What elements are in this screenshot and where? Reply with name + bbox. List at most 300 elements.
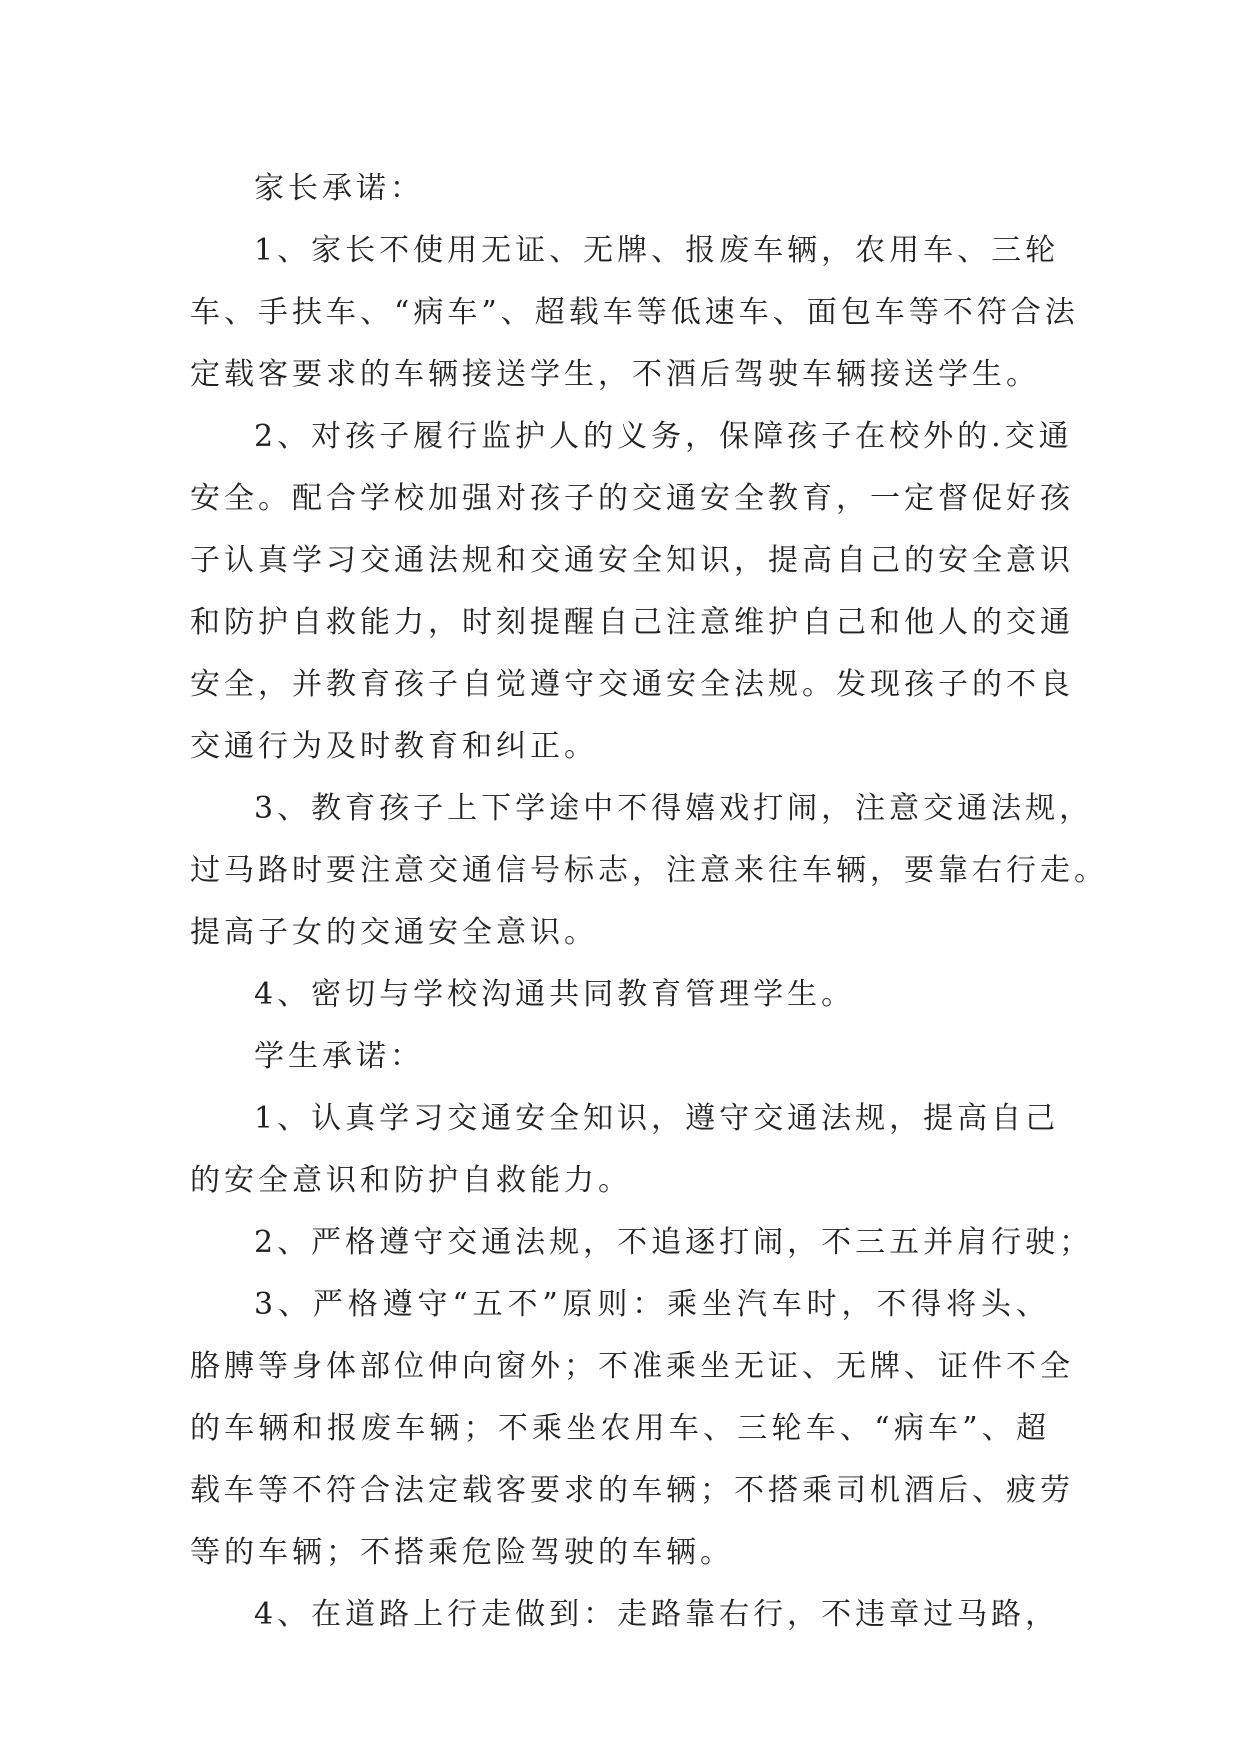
glyph: 孩	[379, 791, 414, 826]
glyph: 救	[326, 605, 360, 640]
glyph: 在	[855, 419, 890, 454]
glyph: 自	[991, 1101, 1026, 1136]
glyph: ，	[821, 791, 856, 826]
glyph: 右	[719, 1597, 754, 1632]
glyph: 准	[632, 1349, 666, 1384]
glyph: 原	[562, 1287, 597, 1322]
glyph: 闹	[753, 1225, 788, 1260]
text-line: 学生承诺：	[254, 1039, 424, 1074]
glyph: 的	[904, 543, 938, 578]
glyph: 遵	[379, 1225, 414, 1260]
glyph: 遵	[685, 1101, 720, 1136]
glyph: ，	[258, 667, 292, 702]
glyph: 注	[666, 605, 700, 640]
glyph: 交	[598, 667, 632, 702]
glyph: 孩	[530, 481, 564, 516]
glyph: 提	[530, 605, 564, 640]
glyph: 不	[598, 1349, 632, 1384]
glyph: 不	[734, 1473, 768, 1508]
text-line	[190, 1398, 1050, 1460]
glyph: 子	[190, 543, 224, 578]
glyph: 教	[326, 667, 360, 702]
glyph: 障	[753, 419, 788, 454]
glyph: 交	[1006, 605, 1040, 640]
glyph: 载	[190, 1473, 224, 1508]
glyph: 通	[632, 667, 666, 702]
glyph: 交	[447, 1101, 482, 1136]
glyph: 路	[651, 1597, 686, 1632]
glyph: 路	[258, 853, 292, 888]
glyph: 孩	[1040, 481, 1074, 516]
glyph: 交	[360, 543, 394, 578]
glyph: 到	[549, 1597, 584, 1632]
glyph: 农	[600, 1411, 635, 1446]
glyph: ，	[685, 419, 720, 454]
glyph: 觉	[496, 667, 530, 702]
glyph: 。	[258, 481, 292, 516]
glyph: 通	[462, 853, 496, 888]
glyph: 定	[428, 1473, 462, 1508]
glyph: 不	[617, 1225, 652, 1260]
glyph: 合	[326, 481, 360, 516]
glyph: ，	[1059, 791, 1094, 826]
glyph: 用	[447, 233, 482, 268]
glyph: 不	[1006, 667, 1040, 702]
glyph: 证	[938, 1349, 972, 1384]
glyph: 要	[326, 853, 360, 888]
glyph: 车	[395, 1411, 430, 1446]
glyph: 高	[957, 1101, 992, 1136]
glyph: ”	[962, 1411, 982, 1446]
glyph: 格	[347, 1287, 382, 1322]
glyph: 将	[946, 1287, 981, 1322]
glyph: 通	[394, 543, 428, 578]
glyph: 车	[602, 295, 637, 330]
glyph: 孩	[394, 667, 428, 702]
glyph: 交	[753, 1101, 788, 1136]
glyph: 车	[805, 1411, 840, 1446]
glyph: 安	[700, 481, 734, 516]
glyph: 三	[991, 233, 1026, 268]
glyph: 知	[583, 1101, 618, 1136]
glyph: 外	[923, 419, 958, 454]
glyph: 后	[938, 1473, 972, 1508]
glyph: 守	[564, 667, 598, 702]
glyph: 守	[417, 1287, 452, 1322]
glyph: 路	[379, 1597, 414, 1632]
glyph: 的	[957, 419, 992, 454]
glyph: 打	[753, 791, 788, 826]
glyph: 证	[515, 233, 550, 268]
glyph: 意	[700, 853, 734, 888]
glyph: 合	[1010, 295, 1045, 330]
glyph: 、	[957, 233, 992, 268]
glyph: 载	[462, 1473, 496, 1508]
glyph: 识	[617, 1101, 652, 1136]
text-line	[190, 840, 1108, 902]
glyph: 车	[632, 1473, 666, 1508]
glyph: 通	[481, 1101, 516, 1136]
glyph: 交	[530, 543, 564, 578]
text-line: 提高子女的交通安全意识。	[190, 915, 598, 950]
glyph: 、	[277, 1287, 312, 1322]
glyph: 注	[666, 853, 700, 888]
glyph: 报	[326, 1411, 361, 1446]
glyph: 注	[855, 791, 890, 826]
glyph: 子	[564, 481, 598, 516]
glyph: 己	[632, 605, 666, 640]
glyph: 1	[254, 233, 278, 268]
glyph: 来	[734, 853, 768, 888]
glyph: 包	[840, 295, 875, 330]
glyph: 辆	[429, 1411, 464, 1446]
glyph: 车	[668, 1411, 703, 1446]
glyph: ：	[583, 1597, 618, 1632]
glyph: 定	[904, 481, 938, 516]
glyph: 窗	[496, 1349, 530, 1384]
glyph: 轮	[1025, 233, 1060, 268]
glyph: 合	[360, 1473, 394, 1508]
glyph: 体	[326, 1349, 360, 1384]
glyph: 全	[700, 667, 734, 702]
glyph: 真	[345, 1101, 380, 1136]
glyph: 乘	[666, 1349, 700, 1384]
text-line: 家长承诺：	[254, 171, 424, 206]
glyph: 马	[957, 1597, 992, 1632]
glyph: 遵	[382, 1287, 417, 1322]
glyph: 法	[515, 1225, 550, 1260]
glyph: 的	[972, 605, 1006, 640]
glyph: 不	[497, 1411, 532, 1446]
glyph: 的	[972, 667, 1006, 702]
glyph: 过	[923, 1597, 958, 1632]
text-line: 等的车辆；不搭乘危险驾驶的车辆。	[190, 1535, 734, 1570]
glyph: 辆	[258, 1411, 293, 1446]
glyph: 家	[311, 233, 346, 268]
glyph: 、	[500, 295, 535, 330]
glyph: 人	[938, 605, 972, 640]
glyph: 己	[836, 605, 870, 640]
glyph: 、	[904, 1349, 938, 1384]
glyph: 子	[938, 667, 972, 702]
glyph: 人	[549, 419, 584, 454]
glyph: 能	[360, 605, 394, 640]
glyph: 、	[277, 791, 312, 826]
glyph: 不	[292, 1473, 326, 1508]
glyph: 位	[394, 1349, 428, 1384]
glyph: 使	[413, 233, 448, 268]
glyph: 护	[515, 419, 550, 454]
glyph: 现	[870, 667, 904, 702]
glyph: 注	[360, 853, 394, 888]
glyph: 行	[991, 1225, 1026, 1260]
glyph: ；	[463, 1411, 498, 1446]
text-line	[190, 406, 1073, 468]
glyph: ，	[841, 1287, 876, 1322]
glyph: 交	[447, 1225, 482, 1260]
glyph: 打	[719, 1225, 754, 1260]
glyph: 手	[258, 295, 292, 330]
glyph: 守	[413, 1225, 448, 1260]
glyph: 、	[277, 1225, 312, 1260]
glyph: 全	[734, 481, 768, 516]
glyph: 车	[874, 295, 909, 330]
glyph: 防	[224, 605, 258, 640]
glyph: 部	[360, 1349, 394, 1384]
glyph: 和	[292, 1411, 327, 1446]
glyph: 长	[345, 233, 380, 268]
glyph: 、	[981, 1411, 1016, 1446]
glyph: 五	[472, 1287, 507, 1322]
glyph: 和	[190, 605, 224, 640]
glyph: 、	[224, 295, 258, 330]
glyph: 配	[292, 481, 326, 516]
glyph: 搭	[768, 1473, 802, 1508]
glyph: 法	[821, 1101, 856, 1136]
glyph: 车	[447, 295, 482, 330]
glyph: 不	[942, 295, 977, 330]
glyph: “	[452, 1287, 472, 1322]
glyph: 坐	[700, 1349, 734, 1384]
glyph: 往	[768, 853, 802, 888]
glyph: 信	[496, 853, 530, 888]
glyph: 右	[972, 853, 1006, 888]
glyph: 自	[462, 667, 496, 702]
glyph: 等	[258, 1473, 292, 1508]
glyph: 孩	[904, 667, 938, 702]
glyph: ”	[542, 1287, 562, 1322]
glyph: 对	[496, 481, 530, 516]
glyph: 逐	[685, 1225, 720, 1260]
glyph: ，	[870, 853, 904, 888]
glyph: 并	[292, 667, 326, 702]
glyph: 号	[530, 853, 564, 888]
glyph: 五	[889, 1225, 924, 1260]
glyph: 规	[768, 667, 802, 702]
glyph: 不	[507, 1287, 542, 1322]
text-line: 的安全意识和防护自救能力。	[190, 1163, 632, 1198]
glyph: 不	[379, 233, 414, 268]
glyph: 通	[1040, 605, 1074, 640]
glyph: 低	[670, 295, 705, 330]
glyph: 车	[224, 1411, 259, 1446]
glyph: 违	[855, 1597, 890, 1632]
glyph: 三	[737, 1411, 772, 1446]
text-line	[190, 1212, 1094, 1274]
glyph: 法	[428, 543, 462, 578]
glyph: 车	[224, 1473, 258, 1508]
glyph: 车	[753, 233, 788, 268]
glyph: 车	[771, 1287, 806, 1322]
glyph: 学	[360, 481, 394, 516]
glyph: 客	[496, 1473, 530, 1508]
glyph: 途	[549, 791, 584, 826]
glyph: 2	[254, 419, 278, 454]
glyph: 醒	[564, 605, 598, 640]
glyph: 时	[292, 853, 326, 888]
glyph: ；	[564, 1349, 598, 1384]
glyph: 交	[1004, 419, 1039, 454]
glyph: 、	[1015, 1287, 1050, 1322]
glyph: 安	[666, 667, 700, 702]
glyph: 废	[361, 1411, 396, 1446]
glyph: 上	[447, 791, 482, 826]
glyph: 报	[685, 233, 720, 268]
glyph: 辆	[836, 853, 870, 888]
glyph: 废	[719, 233, 754, 268]
glyph: 时	[806, 1287, 841, 1322]
glyph: 知	[666, 543, 700, 578]
glyph: 、	[651, 233, 686, 268]
glyph: 中	[583, 791, 618, 826]
text-line	[190, 1336, 1074, 1398]
glyph: 、	[839, 1411, 874, 1446]
glyph: 车	[802, 853, 836, 888]
glyph: 的	[598, 481, 632, 516]
glyph: ；	[700, 1473, 734, 1508]
glyph: 全	[549, 1101, 584, 1136]
glyph: 通	[957, 791, 992, 826]
glyph: 3	[254, 791, 278, 826]
glyph: 在	[311, 1597, 346, 1632]
glyph: 不	[617, 791, 652, 826]
glyph: 走	[1040, 853, 1074, 888]
glyph: 自	[598, 605, 632, 640]
glyph: “	[394, 295, 414, 330]
glyph: 格	[345, 1225, 380, 1260]
glyph: 超	[534, 295, 569, 330]
glyph: 督	[938, 481, 972, 516]
glyph: 通	[564, 543, 598, 578]
glyph: 疲	[1006, 1473, 1040, 1508]
glyph: 证	[768, 1349, 802, 1384]
glyph: 农	[855, 233, 890, 268]
glyph: 交	[632, 481, 666, 516]
text-line	[190, 530, 1074, 592]
glyph: 轮	[771, 1411, 806, 1446]
glyph: 坐	[702, 1287, 737, 1322]
glyph: 行	[447, 419, 482, 454]
glyph: 求	[564, 1473, 598, 1508]
glyph: 严	[312, 1287, 347, 1322]
glyph: 法	[991, 791, 1026, 826]
glyph: 规	[549, 1225, 584, 1260]
glyph: 提	[923, 1101, 958, 1136]
glyph: 得	[911, 1287, 946, 1322]
text-line	[190, 592, 1074, 654]
glyph: 自	[802, 605, 836, 640]
glyph: 外	[530, 1349, 564, 1384]
glyph: 、	[772, 295, 807, 330]
glyph: 子	[413, 791, 448, 826]
glyph: 学	[292, 543, 326, 578]
glyph: 肩	[957, 1225, 992, 1260]
glyph: 车	[928, 1411, 963, 1446]
text-line	[190, 282, 1079, 344]
glyph: 。	[802, 667, 836, 702]
glyph: 守	[719, 1101, 754, 1136]
glyph: ，	[734, 543, 768, 578]
glyph: .	[991, 419, 1005, 454]
glyph: 行	[1006, 853, 1040, 888]
glyph: 用	[634, 1411, 669, 1446]
glyph: 要	[530, 1473, 564, 1508]
glyph: 真	[258, 543, 292, 578]
glyph: 伸	[428, 1349, 462, 1384]
glyph: 驶	[1025, 1225, 1060, 1260]
glyph: 向	[462, 1349, 496, 1384]
glyph: 的	[583, 419, 618, 454]
glyph: 己	[870, 543, 904, 578]
glyph: 强	[462, 481, 496, 516]
glyph: 符	[326, 1473, 360, 1508]
glyph: 全	[224, 481, 258, 516]
glyph: 件	[972, 1349, 1006, 1384]
glyph: 遵	[530, 667, 564, 702]
glyph: 速	[704, 295, 739, 330]
glyph: 意	[1006, 543, 1040, 578]
glyph: 全	[1040, 1349, 1074, 1384]
glyph: 过	[190, 853, 224, 888]
glyph: 做	[515, 1597, 550, 1632]
glyph: 、	[360, 295, 394, 330]
glyph: 法	[1044, 295, 1079, 330]
glyph: 子	[379, 419, 414, 454]
glyph: 严	[311, 1225, 346, 1260]
text-line	[190, 1088, 1060, 1150]
glyph: 习	[326, 543, 360, 578]
glyph: 促	[972, 481, 1006, 516]
glyph: 通	[666, 481, 700, 516]
glyph: 刻	[496, 605, 530, 640]
glyph: 则	[597, 1287, 632, 1322]
glyph: 不	[821, 1597, 856, 1632]
glyph: 酒	[904, 1473, 938, 1508]
glyph: 安	[190, 481, 224, 516]
glyph: 子	[428, 667, 462, 702]
glyph: 牌	[617, 233, 652, 268]
glyph: 力	[394, 605, 428, 640]
glyph: 嬉	[685, 791, 720, 826]
glyph: 孩	[787, 419, 822, 454]
text-line	[190, 654, 1074, 716]
glyph: 规	[462, 543, 496, 578]
glyph: 4	[254, 1597, 278, 1632]
glyph: 、	[549, 233, 584, 268]
glyph: 自	[292, 605, 326, 640]
glyph: 辆	[666, 1473, 700, 1508]
glyph: 得	[651, 791, 686, 826]
glyph: 要	[904, 853, 938, 888]
glyph: 辆	[787, 233, 822, 268]
glyph: 通	[1038, 419, 1073, 454]
glyph: 他	[904, 605, 938, 640]
glyph: 全	[224, 667, 258, 702]
glyph: 校	[394, 481, 428, 516]
glyph: 膊	[224, 1349, 258, 1384]
glyph: 通	[787, 1101, 822, 1136]
glyph: 时	[462, 605, 496, 640]
glyph: ，	[787, 1597, 822, 1632]
glyph: “	[874, 1411, 894, 1446]
text-line	[190, 220, 1060, 282]
glyph: 、	[277, 1597, 312, 1632]
glyph: 发	[836, 667, 870, 702]
glyph: 的	[598, 1473, 632, 1508]
glyph: 识	[700, 543, 734, 578]
glyph: 全	[972, 543, 1006, 578]
glyph: ，	[821, 233, 856, 268]
